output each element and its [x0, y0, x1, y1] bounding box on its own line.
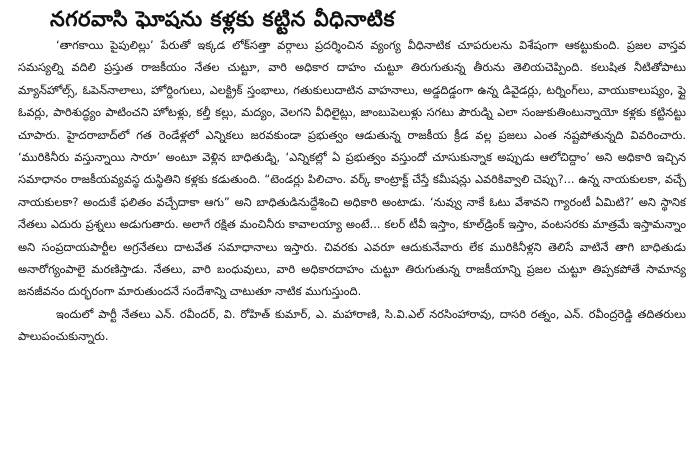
article-body-paragraph-1: ‘తాగకాయి పైపులిల్లు’ పేరుతో ఇక్కడ లోక్‌సత్తా వర్గాలు ప్రదర్శించిన వ్యంగ్య వీధినాటిక చూపరులను విశేషంగా ఆకట్టుకుంది. ప్రజల వాస్తవ సమస్యల్ని వదిలి ప్రస్తుత రాజకీయం నేతల చుట్టూ, వారి అధికార దాహం చుట్టూ తిరుగుతున్న తీరును తెలియచెప్పింది. కలుషిత నీటితోపాటు మ్యాన్‌హోల్స్, ఓపెన్‌నాలాలు, హోర్డింగులు, ఎలక్ట్రిక్ స్తంభాలు, గతుకులుదాటిన వాహనాలు, అడ్డదిడ్డంగా ఉన్న డివైడర్లు, టర్నింగ్‌లు, వాయుకాలుష్యం, ఫ్లై ఓవర్లు, పారిశుద్ధ్యం పాటించని హోటళ్లు, కల్తీ కల్లు, మద్యం, వెలగని వీధిలైట్లు, జాంబుపెలుళ్లు సగటు పౌరుడ్ని ఎలా సంజుకుతింటున్నాయో కళ్లకు కట్టినట్టు చూపారు. హైదరాబాద్‌లో గత రెండేళ్లలో ఎన్నికలు జరవకుండా ప్రభుత్వం ఆడుతున్న రాజకీయ క్రీడ వల్ల ప్రజలు ఎంత నష్టపోతున్నది వివరించారు. ‘మురికినీరు వస్తున్నాయి సారూ’ అంటూ వెళ్లిన బాధితుడ్ని, ‘ఎన్నికల్లో ఏ ప్రభుత్వం వస్తుందో చూసుకున్నాక అప్పుడు ఆలోచిద్దాం’ అని అధికారి ఇచ్చిన సమాధానం రాజకీయవ్యవస్థ దుస్థితిని కళ్లకు కడుతుంది. “టెండర్లు పిలిచాం. వర్క్ కాంట్రాక్ట్ చేస్తే కమీషన్లు ఎవరికివ్వాలి చెప్పు?... ఉన్న నాయకులకా, వచ్చే నాయకులకా? అందుకే ఫలితం వచ్చేదాకా ఆగు” అని బాధితుడినుద్దేశించి అధికారి అంటాడు. ‘నువ్వు నాకే ఓటు వేశావని గ్యారంటీ ఏమిటి?’ అని స్థానిక నేతలు ఎదురు ప్రశ్నలు అడుగుతారు. అలాగే రక్షిత మంచినీరు కావాలయ్యా అంటే... కలర్ టీవీ ఇస్తాం, కూల్‌డ్రింక్ ఇస్తాం, వంటసరకు మాత్రమే ఇస్తామన్నాం అని సంప్రదాయపార్టీల అగ్రనేతలు దాటవేత సమాధానాలు ఇస్తారు. చివరకు ఎవరూ ఆదుకునేవారు లేక మురికినీళ్లని తెలిసే వాటినే తాగి బాధితుడు అనారోగ్యంపాలై మరణిస్తాడు. నేతలు, వారి బంధువులు, వారి అధికారదాహం చుట్టూ తిరుగుతున్న రాజకీయాన్ని ప్రజల చుట్టూ తిప్పకపోతే సామాన్య జనజీవనం దుర్భరంగా మారుతుందనే సందేశాన్ని చాటుతూ నాటిక ముగుస్తుంది.: [18, 38, 686, 299]
article-body-paragraph-2: ఇందులో పార్టీ నేతలు ఎన్. రవీందర్, వి. రోహిత్ కుమార్, ఎ. మహారాణి, సి.వి.ఎల్ నరసింహారావు, దాసరి రత్నం, ఎన్. రవీంద్రరెడ్డి తదితరులు పాలుపంచుకున్నారు.: [18, 306, 686, 344]
article-headline: నగరవాసి ఘోషను కళ్లకు కట్టిన వీధినాటిక: [50, 7, 395, 31]
